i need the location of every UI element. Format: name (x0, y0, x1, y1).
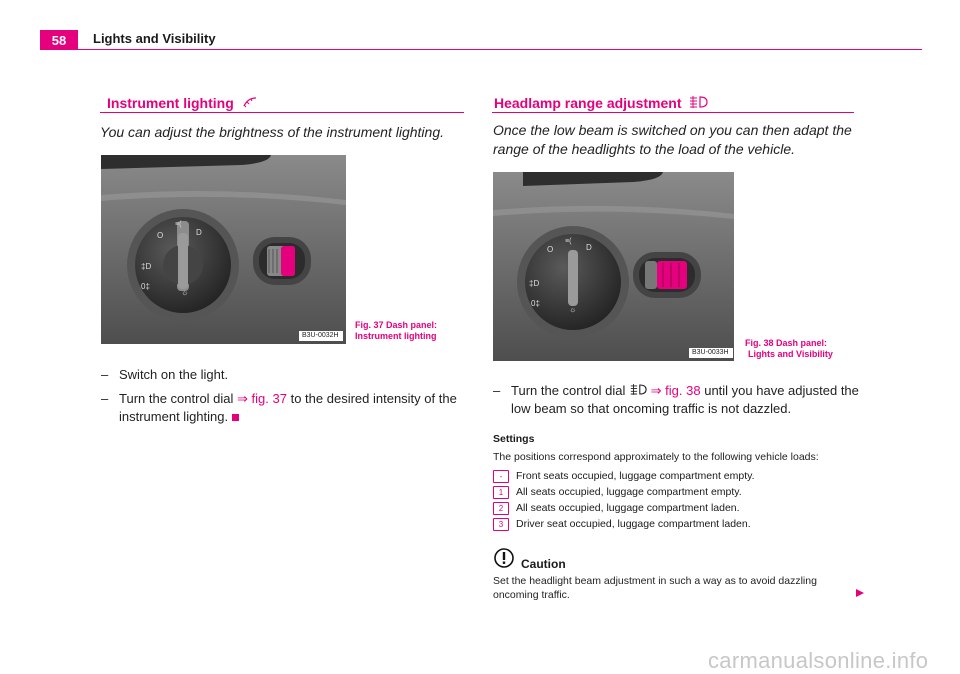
next-page-arrow-icon[interactable] (855, 588, 865, 598)
position-text: Front seats occupied, luggage compartment empty. (516, 470, 755, 482)
light-switch-illustration (101, 155, 346, 344)
fig-37-link[interactable]: ⇒ fig. 37 (237, 391, 287, 406)
position-label: 1 (493, 486, 509, 499)
headlamp-switch-illustration (493, 172, 734, 361)
list-item (493, 500, 863, 516)
caption-line-2: Instrument lighting (355, 331, 437, 341)
page-title: Lights and Visibility (93, 31, 216, 46)
svg-text:☼: ☼ (181, 288, 189, 297)
fig-38-link[interactable]: ⇒ fig. 38 (650, 383, 701, 398)
svg-text:O: O (157, 231, 164, 240)
caution-title: Caution (521, 557, 566, 571)
svg-text:O: O (547, 245, 554, 254)
header-rule (40, 49, 922, 50)
figure-code: B3U-0033H (692, 349, 729, 356)
caution-icon (494, 548, 514, 568)
headlamp-range-icon (688, 95, 708, 109)
figure-38-caption (745, 338, 833, 360)
step-text-post: until you have adjusted the low beam so that oncoming traffic is not dazzled. (511, 383, 859, 416)
svg-text:0‡: 0‡ (141, 282, 150, 291)
position-label: 2 (493, 502, 509, 515)
svg-text:D: D (196, 228, 202, 237)
heading-text: Instrument lighting (107, 95, 234, 111)
position-text: All seats occupied, luggage compartment laden. (516, 502, 740, 514)
caution-text: Set the headlight beam adjustment in such a way as to avoid dazzling oncoming traffic. (493, 575, 817, 601)
watermark: carmanualsonline.info (708, 648, 929, 673)
position-label: 3 (493, 518, 509, 531)
caption-line-1: Fig. 37 Dash panel: (355, 320, 438, 330)
svg-text:‡D: ‡D (529, 279, 540, 288)
step-text: Switch on the light. (119, 367, 229, 382)
intro-text: You can adjust the brightness of the instrument lighting. (100, 124, 444, 140)
caption-line-2: Lights and Visibility (748, 349, 833, 359)
step-turn-dial: – Turn the control dial ⇒ fig. 37 to the desired intensity of the instrument lighting. (101, 391, 457, 424)
svg-text:0‡: 0‡ (531, 299, 540, 308)
list-item (493, 484, 863, 500)
headlamp-range-icon (629, 383, 647, 396)
step-switch-on-light: – Switch on the light. (101, 366, 471, 384)
heading-rule (492, 112, 854, 113)
svg-text:≡(: ≡( (175, 221, 182, 228)
svg-text:≡(: ≡( (565, 238, 572, 245)
step-turn-dial-headlamp: – Turn the control dial ⇒ fig. 38 until you have adjusted the low beam so that oncoming traffic is not dazzled. (493, 383, 859, 416)
heading-rule (100, 112, 464, 113)
heading-text: Headlamp range adjustment (494, 95, 682, 111)
svg-text:D: D (586, 243, 592, 252)
positions-list (493, 468, 863, 532)
list-item (493, 468, 863, 484)
step-text-pre: Turn the control dial (511, 383, 626, 398)
step-text-post: to the desired intensity of the instrument lighting. (119, 391, 457, 424)
caption-line-1: Fig. 38 Dash panel: (745, 338, 828, 348)
end-of-section-mark (232, 414, 239, 421)
section-heading-headlamp-range (494, 95, 708, 111)
intro-text: Once the low beam is switched on you can then adapt the range of the headlights to the load of the vehicle. (493, 122, 852, 157)
step-text-pre: Turn the control dial (119, 391, 234, 406)
svg-text:☼: ☼ (569, 305, 577, 314)
svg-text:‡D: ‡D (141, 262, 152, 271)
section-heading-instrument-lighting (107, 95, 259, 111)
figure-38-photo (493, 172, 734, 361)
list-item (493, 516, 863, 532)
settings-heading: Settings (493, 433, 535, 445)
position-label: - (493, 470, 509, 483)
figure-37-photo (101, 155, 346, 344)
instrument-lighting-icon (241, 95, 259, 109)
figure-code: B3U-0032H (302, 332, 339, 339)
position-text: Driver seat occupied, luggage compartment laden. (516, 518, 751, 530)
position-text: All seats occupied, luggage compartment empty. (516, 486, 742, 498)
page-number: 58 (40, 30, 78, 50)
settings-intro: The positions correspond approximately to the following vehicle loads: (493, 451, 819, 463)
figure-37-caption (355, 320, 437, 342)
